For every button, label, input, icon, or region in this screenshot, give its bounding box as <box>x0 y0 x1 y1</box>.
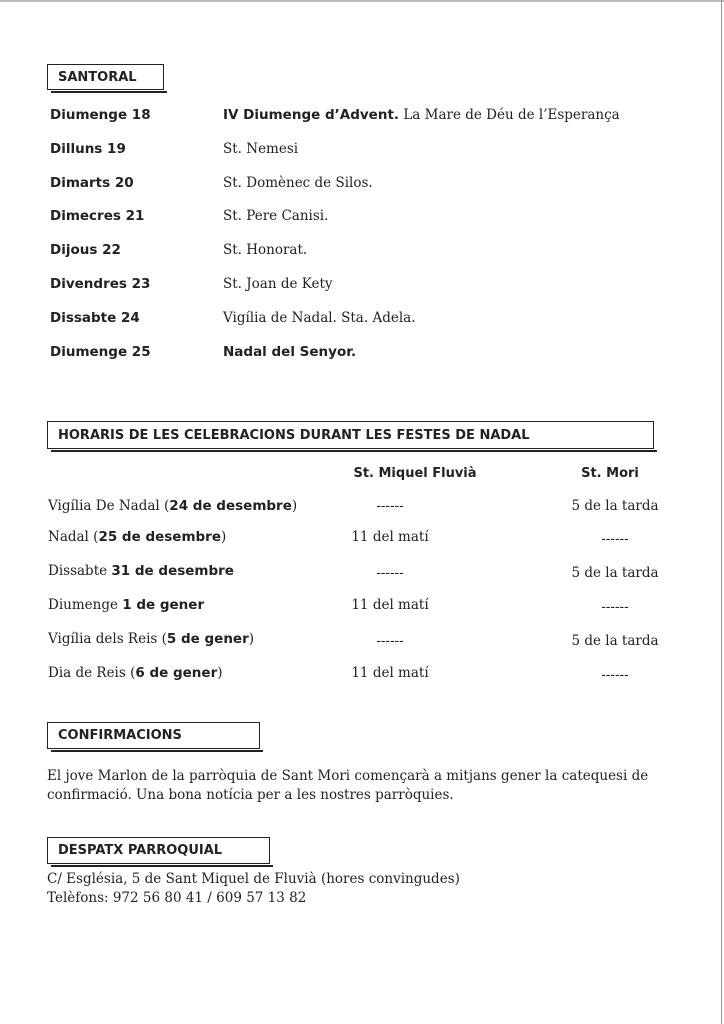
despatx-address: C/ Església, 5 de Sant Miquel de Fluvià (hores convingudes) <box>47 871 460 887</box>
santoral-saint <box>223 344 356 360</box>
despatx-heading <box>47 837 270 864</box>
column-header-st-mori: St. Mori <box>581 466 639 481</box>
event-date: 31 de desembre <box>111 563 234 579</box>
time-st-mori: 5 de la tarda <box>571 565 659 581</box>
event-label <box>48 631 254 647</box>
santoral-saint-text: La Mare de Déu de l’Esperança <box>399 107 620 123</box>
time-st-miquel: 11 del matí <box>351 529 429 545</box>
event-label-post: ) <box>221 529 227 545</box>
time-st-miquel: ------ <box>376 565 404 581</box>
santoral-day: Dilluns 19 <box>50 141 126 157</box>
despatx-info <box>47 870 677 908</box>
santoral-saint <box>223 107 620 123</box>
santoral-saint-text: St. Joan de Kety <box>223 276 333 292</box>
santoral-day: Divendres 23 <box>50 276 151 292</box>
event-label <box>48 563 234 579</box>
santoral-saint <box>223 242 307 258</box>
event-label-post: ) <box>291 498 298 514</box>
confirmacions-heading-text: CONFIRMACIONS <box>58 728 182 743</box>
time-st-miquel: ------ <box>376 498 404 514</box>
event-date: 5 de gener <box>166 631 249 647</box>
santoral-saint <box>223 208 328 224</box>
event-date: 1 de gener <box>122 597 205 613</box>
time-st-mori: ------ <box>601 531 629 547</box>
event-label-pre: Vigília De Nadal ( <box>48 498 170 514</box>
santoral-feast: IV Diumenge d’Advent. <box>223 107 400 123</box>
santoral-saint <box>223 175 373 191</box>
event-date: 25 de desembre <box>98 529 221 545</box>
horaris-heading <box>47 421 654 449</box>
horaris-heading-text: HORARIS DE LES CELEBRACIONS DURANT LES FESTES DE NADAL <box>58 427 530 443</box>
event-label-pre: Nadal ( <box>48 529 99 545</box>
santoral-saint <box>223 276 333 292</box>
despatx-phones: Telèfons: 972 56 80 41 / 609 57 13 82 <box>47 890 307 906</box>
confirmacions-line: confirmació. Una bona notícia per a les nostres parròquies. <box>47 787 454 803</box>
event-label-post: ) <box>217 665 223 681</box>
event-label <box>48 597 204 613</box>
time-st-mori: 5 de la tarda <box>571 633 659 649</box>
time-st-mori: 5 de la tarda <box>571 498 659 514</box>
time-st-mori: ------ <box>601 667 629 683</box>
column-header-st-miquel: St. Miquel Fluvià <box>353 466 477 481</box>
santoral-day: Dimecres 21 <box>50 208 145 224</box>
event-label-pre: Dia de Reis ( <box>48 665 136 681</box>
event-label <box>48 665 223 681</box>
santoral-saint-text: St. Honorat. <box>223 242 308 258</box>
event-date: 24 de desembre <box>169 498 292 514</box>
time-st-miquel: 11 del matí <box>351 665 429 681</box>
confirmacions-heading <box>47 722 260 749</box>
santoral-heading <box>47 64 164 90</box>
event-label-pre: Dissabte <box>48 563 112 579</box>
event-label-pre: Vigília dels Reis ( <box>48 631 167 647</box>
santoral-saint-text: Vigília de Nadal. Sta. Adela. <box>223 310 416 326</box>
confirmacions-text <box>47 767 677 805</box>
santoral-saint-text: St. Pere Canisi. <box>223 208 329 224</box>
event-label-pre: Diumenge <box>48 597 123 613</box>
santoral-day: Dissabte 24 <box>50 310 140 326</box>
top-border <box>0 0 724 2</box>
santoral-saint-text: St. Nemesi <box>223 141 299 157</box>
page-edge <box>721 0 722 1024</box>
santoral-heading-text: SANTORAL <box>58 69 137 85</box>
santoral-day: Dimarts 20 <box>50 175 134 191</box>
time-st-mori: ------ <box>601 599 629 615</box>
despatx-heading-text: DESPATX PARROQUIAL <box>58 843 223 858</box>
santoral-day: Diumenge 25 <box>50 344 151 360</box>
event-date: 6 de gener <box>135 665 218 681</box>
santoral-saint <box>223 141 298 157</box>
time-st-miquel: ------ <box>376 633 404 649</box>
santoral-feast: Nadal del Senyor. <box>223 344 357 360</box>
confirmacions-line: El jove Marlon de la parròquia de Sant Mori començarà a mitjans gener la catequesi de <box>47 768 649 784</box>
event-label-post: ) <box>248 631 255 647</box>
time-st-miquel: 11 del matí <box>351 597 429 613</box>
santoral-saint <box>223 310 415 326</box>
santoral-day: Diumenge 18 <box>50 107 151 123</box>
santoral-saint-text: St. Domènec de Silos. <box>223 175 373 191</box>
event-label <box>48 498 297 514</box>
santoral-day: Dijous 22 <box>50 242 121 258</box>
event-label <box>48 529 226 545</box>
